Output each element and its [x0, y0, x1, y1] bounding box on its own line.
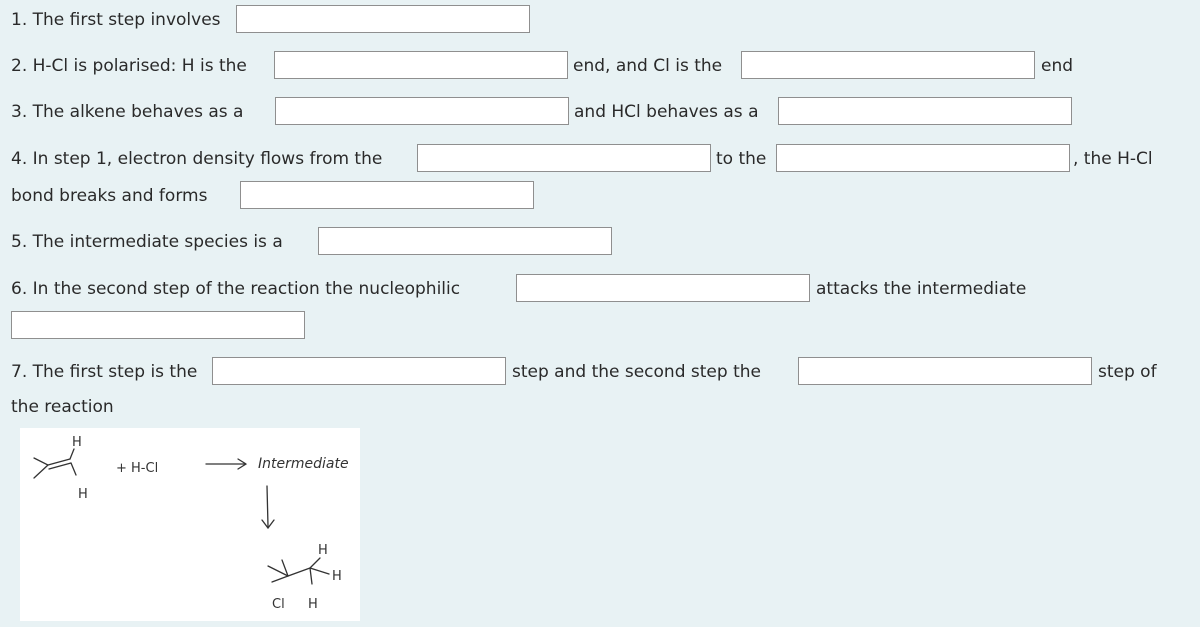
q7-answer-2-input[interactable] [798, 357, 1092, 385]
q3-answer-2-input[interactable] [778, 97, 1072, 125]
reaction-arrow [206, 459, 246, 469]
product-bond-d [310, 558, 329, 584]
sketch-product-cl: Cl [272, 597, 285, 612]
reaction-sketch-drawing [20, 428, 360, 621]
q2-prefix: 2. H-Cl is polarised: H is the [11, 56, 247, 76]
product-bond-a [268, 566, 310, 576]
q2-mid: end, and Cl is the [573, 56, 723, 76]
q4-prefix: 4. In step 1, electron density flows from the [11, 149, 383, 169]
q5-answer-input[interactable] [318, 227, 612, 255]
reaction-sketch [20, 428, 360, 621]
q7-suffix: step of [1098, 362, 1157, 382]
q1-answer-input[interactable] [236, 5, 530, 33]
q7-mid: step and the second step the [512, 362, 761, 382]
q6-suffix: attacks the intermediate [816, 279, 1027, 299]
sketch-h-bottom: H [78, 487, 88, 502]
q1-prefix: 1. The first step involves [11, 10, 221, 30]
sketch-h-top: H [72, 435, 82, 450]
q4-line2: bond breaks and forms [11, 186, 208, 206]
q3-answer-1-input[interactable] [275, 97, 569, 125]
q6-answer-2-input[interactable] [11, 311, 305, 339]
q2-suffix: end [1041, 56, 1074, 76]
q6-prefix: 6. In the second step of the reaction the nucleophilic [11, 279, 461, 299]
q4-answer-2-input[interactable] [776, 144, 1070, 172]
q4-answer-1-input[interactable] [417, 144, 711, 172]
q2-answer-2-input[interactable] [741, 51, 1035, 79]
sketch-product-h-bottom: H [308, 597, 318, 612]
alkene-left-strokes [34, 458, 48, 478]
q4-mid: to the [716, 149, 767, 169]
q3-prefix: 3. The alkene behaves as a [11, 102, 244, 122]
down-arrow [262, 486, 274, 528]
q7-line2: the reaction [11, 397, 114, 417]
q7-prefix: 7. The first step is the [11, 362, 198, 382]
sketch-product-h-right: H [332, 569, 342, 584]
sketch-intermediate: Intermediate [258, 456, 349, 472]
q4-suffix: , the H-Cl [1073, 149, 1153, 169]
alkene-bottom-bond [71, 463, 76, 475]
q5-prefix: 5. The intermediate species is a [11, 232, 283, 252]
alkene-top-bond [70, 449, 74, 459]
q6-answer-1-input[interactable] [516, 274, 810, 302]
q2-answer-1-input[interactable] [274, 51, 568, 79]
sketch-product-h-top: H [318, 543, 328, 558]
sketch-reagent: + H-Cl [116, 461, 159, 476]
q4-answer-3-input[interactable] [240, 181, 534, 209]
q7-answer-1-input[interactable] [212, 357, 506, 385]
product-bond-b [272, 576, 288, 582]
q3-mid: and HCl behaves as a [574, 102, 759, 122]
